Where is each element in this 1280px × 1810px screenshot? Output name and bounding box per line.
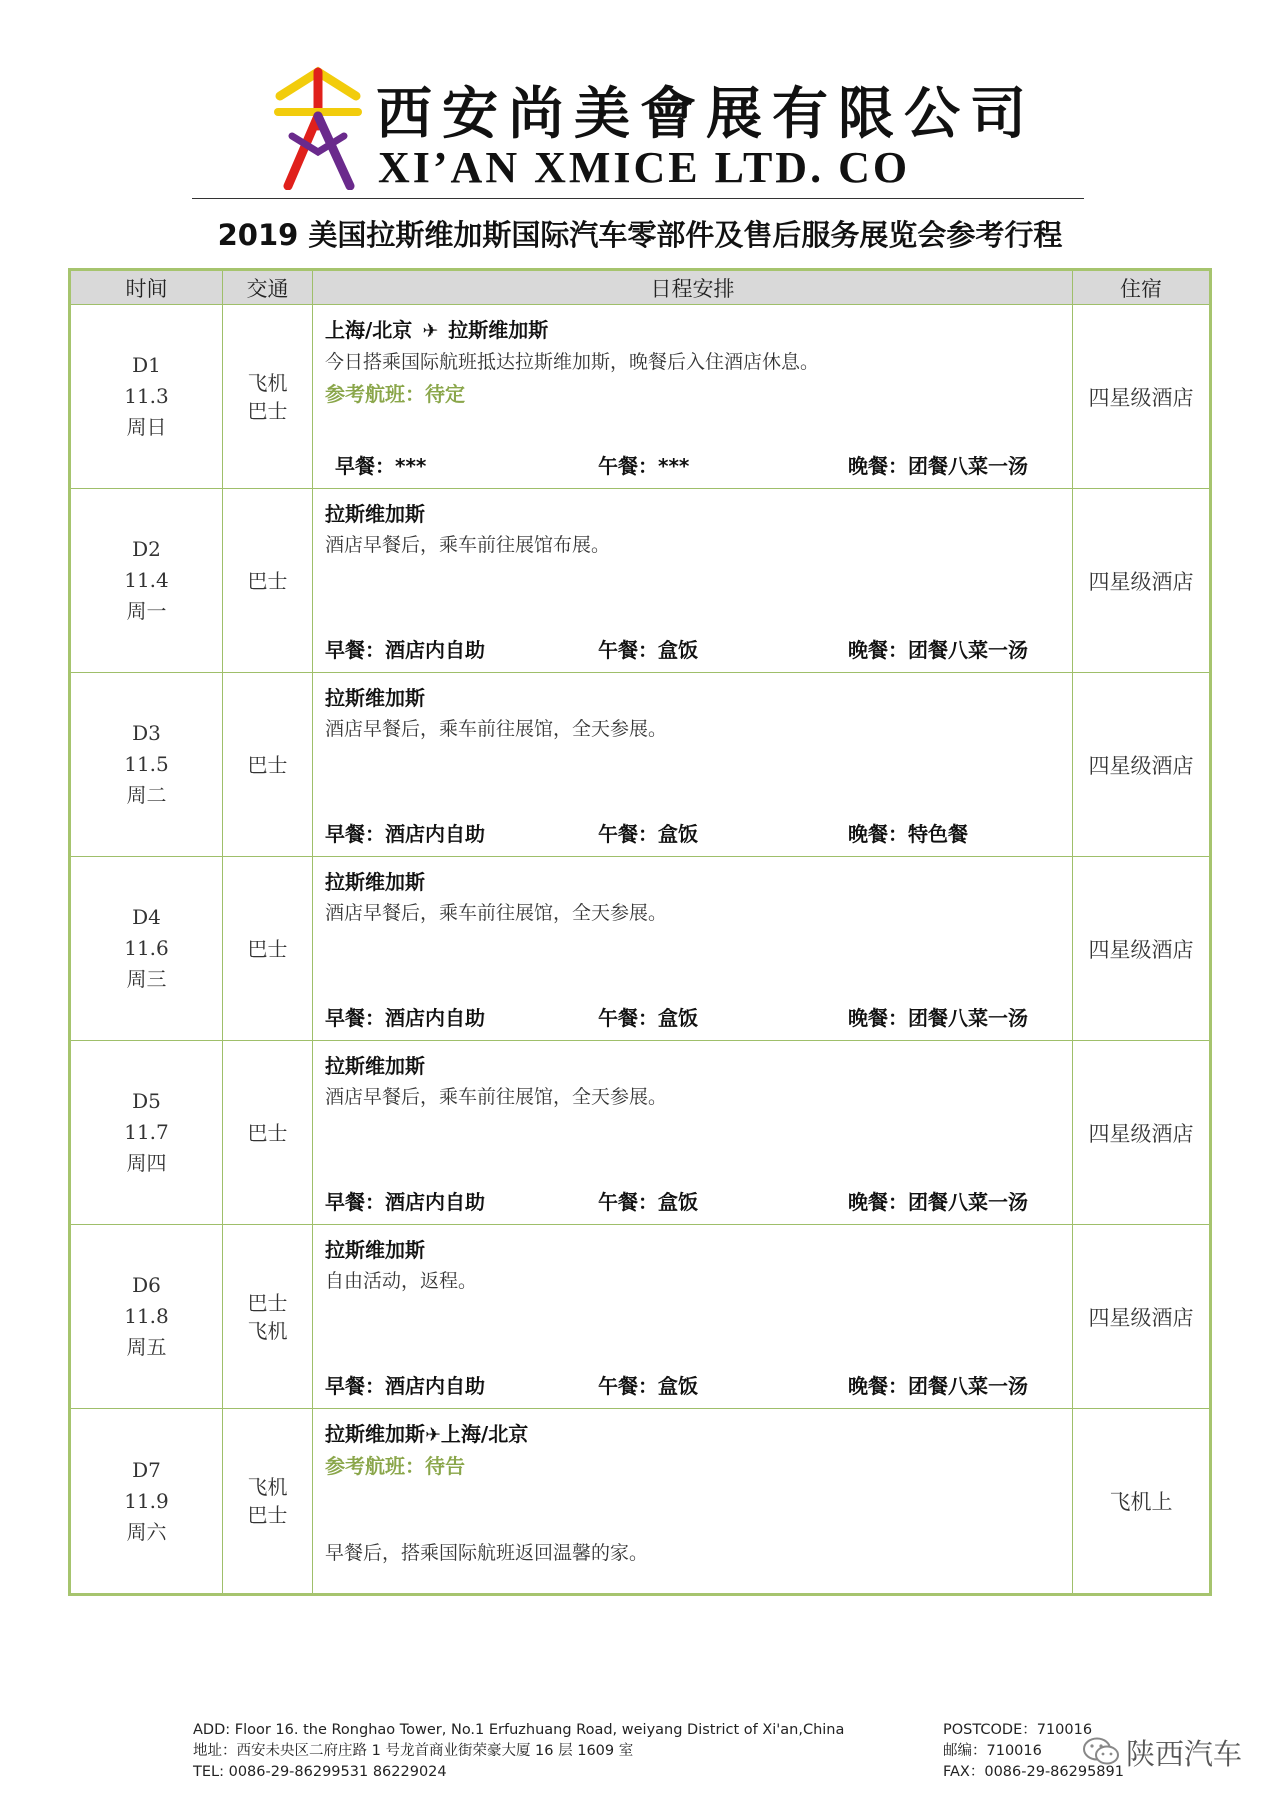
meals (325, 1002, 1065, 1032)
hotel-cell: 四星级酒店 (1088, 569, 1194, 594)
schedule-description: 今日搭乘国际航班抵达拉斯维加斯，晚餐后入住酒店休息。 (325, 351, 820, 373)
transport-cell (223, 673, 313, 856)
transport-item: 巴士 (247, 1290, 288, 1315)
watermark-text: 陕西汽车 (1126, 1736, 1243, 1771)
dinner: 晚餐：团餐八菜一汤 (848, 1190, 1028, 1214)
airplane-icon: ✈ (422, 320, 439, 342)
dinner: 晚餐：团餐八菜一汤 (848, 1006, 1028, 1030)
lunch: 午餐：*** (598, 454, 690, 478)
day-cell (71, 857, 223, 1040)
schedule-cell (313, 305, 1073, 488)
header-divider (192, 198, 1084, 199)
watermark (1082, 1730, 1242, 1774)
route: 拉斯维加斯 (325, 1238, 425, 1262)
hotel-cell: 四星级酒店 (1088, 937, 1194, 962)
transport-cell (223, 1225, 313, 1408)
day-date: 11.5 (124, 752, 169, 776)
route (325, 315, 1072, 346)
day-number: D5 (132, 1089, 161, 1113)
route-to: 拉斯维加斯 (448, 318, 549, 342)
day-number: D6 (132, 1273, 161, 1297)
meals (325, 818, 1065, 848)
schedule-description: 酒店早餐后，乘车前往展馆布展。 (325, 534, 611, 556)
hotel-cell: 四星级酒店 (1088, 385, 1194, 410)
breakfast: 早餐：酒店内自助 (325, 1374, 485, 1398)
day-weekday: 周一 (126, 599, 167, 623)
table-row (71, 1041, 1209, 1225)
day-cell (71, 489, 223, 672)
day-number: D7 (132, 1457, 161, 1482)
header-time: 时间 (71, 271, 223, 304)
breakfast: 早餐：酒店内自助 (325, 1190, 485, 1214)
meals (325, 1370, 1065, 1400)
transport-cell (223, 1041, 313, 1224)
day-date: 11.7 (124, 1120, 169, 1144)
itinerary-table (68, 268, 1212, 1596)
schedule-cell (313, 1225, 1073, 1408)
breakfast: 早餐：酒店内自助 (325, 638, 485, 662)
header-hotel: 住宿 (1120, 276, 1162, 301)
transport-cell (223, 857, 313, 1040)
transport-item: 巴士 (247, 1503, 288, 1527)
route (325, 1419, 1072, 1450)
day-weekday: 周二 (126, 783, 167, 807)
breakfast: 早餐：酒店内自助 (325, 1006, 485, 1030)
table-row (71, 1225, 1209, 1409)
company-name-cn: 西安尚美會展有限公司 (376, 81, 1036, 147)
table-row (71, 1409, 1209, 1593)
day-date: 11.8 (124, 1304, 169, 1328)
lunch: 午餐：盒饭 (598, 822, 698, 846)
schedule-description: 酒店早餐后，乘车前往展馆，全天参展。 (325, 718, 668, 740)
wechat-icon (1082, 1736, 1120, 1768)
day-weekday: 周四 (126, 1151, 167, 1175)
schedule-description: 酒店早餐后，乘车前往展馆，全天参展。 (325, 1086, 668, 1108)
route: 拉斯维加斯 (325, 870, 425, 894)
day-date: 11.6 (124, 936, 169, 960)
day-date: 11.4 (124, 568, 169, 592)
transport-item: 巴士 (247, 752, 288, 777)
hotel-cell: 四星级酒店 (1088, 1121, 1194, 1146)
day-weekday: 周三 (126, 967, 167, 991)
transport-item: 巴士 (247, 398, 288, 423)
transport-item: 飞机 (247, 1318, 288, 1343)
day-cell (71, 305, 223, 488)
footer-tel: TEL: 0086-29-86299531 86229024 (193, 1764, 447, 1780)
day-number: D3 (132, 721, 161, 745)
lunch: 午餐：盒饭 (598, 638, 698, 662)
route-from: 拉斯维加斯 (325, 1422, 425, 1446)
day-number: D2 (132, 537, 161, 561)
airplane-icon: ✈ (425, 1424, 441, 1446)
footer-address-row (193, 1720, 1093, 1741)
company-name-en: XI’AN XMICE LTD. CO (378, 143, 911, 192)
schedule-note: 早餐后，搭乘国际航班返回温馨的家。 (325, 1542, 649, 1564)
schedule-cell (313, 673, 1073, 856)
footer-address-en: ADD: Floor 16. the Ronghao Tower, No.1 Erfuzhuang Road, weiyang District of Xi'an,China (193, 1722, 845, 1738)
table-row (71, 857, 1209, 1041)
schedule-cell (313, 1409, 1073, 1593)
day-weekday: 周六 (126, 1519, 167, 1544)
reference-flight: 参考航班：待定 (325, 382, 465, 406)
document-title: 2019 美国拉斯维加斯国际汽车零部件及售后服务展览会参考行程 (217, 218, 1063, 252)
footer-fax: FAX：0086-29-86295891 (943, 1764, 1124, 1780)
day-weekday: 周五 (126, 1335, 167, 1359)
day-number: D4 (132, 905, 161, 929)
dinner: 晚餐：团餐八菜一汤 (848, 454, 1028, 478)
day-cell (71, 1041, 223, 1224)
route-to: 上海/北京 (440, 1422, 529, 1446)
table-row (71, 305, 1209, 489)
table-row (71, 489, 1209, 673)
dinner: 晚餐：团餐八菜一汤 (848, 638, 1028, 662)
hotel-cell: 飞机上 (1109, 1490, 1173, 1514)
footer-phone-row (193, 1762, 1124, 1783)
table-row (71, 673, 1209, 857)
breakfast: 早餐：酒店内自助 (325, 822, 485, 846)
footer-postcode: POSTCODE：710016 (943, 1722, 1093, 1738)
route: 拉斯维加斯 (325, 502, 425, 526)
hotel-cell: 四星级酒店 (1088, 753, 1194, 778)
dinner: 晚餐：团餐八菜一汤 (848, 1374, 1028, 1398)
footer-address-cn: 地址：西安未央区二府庄路 1 号龙首商业街荣豪大厦 16 层 1609 室 (193, 1743, 634, 1759)
hotel-cell: 四星级酒店 (1088, 1305, 1194, 1330)
day-cell (71, 1225, 223, 1408)
day-cell (71, 1409, 223, 1593)
lunch: 午餐：盒饭 (598, 1190, 698, 1214)
route: 拉斯维加斯 (325, 686, 425, 710)
lunch: 午餐：盒饭 (598, 1006, 698, 1030)
company-logo (270, 66, 1036, 196)
lunch: 午餐：盒饭 (598, 1374, 698, 1398)
schedule-description: 酒店早餐后，乘车前往展馆，全天参展。 (325, 902, 668, 924)
table-header-row (71, 271, 1209, 305)
schedule-cell (313, 857, 1073, 1040)
reference-flight: 参考航班：待告 (325, 1454, 465, 1478)
breakfast: 早餐：*** (335, 454, 427, 478)
day-date: 11.9 (124, 1488, 169, 1513)
transport-cell (223, 489, 313, 672)
transport-item: 飞机 (247, 370, 288, 395)
meals (325, 1186, 1065, 1216)
transport-item: 巴士 (247, 1120, 288, 1145)
header-schedule: 日程安排 (313, 271, 1073, 304)
schedule-cell (313, 489, 1073, 672)
footer-postcode-cn: 邮编：710016 (943, 1743, 1042, 1759)
meals (325, 634, 1065, 664)
footer-contact (193, 1720, 1124, 1783)
company-logo-mark (270, 66, 366, 190)
transport-item: 飞机 (247, 1475, 288, 1499)
dinner: 晚餐：特色餐 (848, 822, 968, 846)
transport-item: 巴士 (247, 936, 288, 961)
header-transport: 交通 (223, 271, 313, 304)
route-from: 上海/北京 (325, 318, 413, 342)
transport-item: 巴士 (247, 568, 288, 593)
day-number: D1 (132, 353, 161, 377)
schedule-cell (313, 1041, 1073, 1224)
schedule-description: 自由活动，返程。 (325, 1270, 478, 1292)
day-date: 11.3 (124, 384, 169, 408)
meals (325, 450, 1065, 480)
day-cell (71, 673, 223, 856)
transport-cell (223, 1409, 313, 1593)
footer-address-cn-row (193, 1741, 1093, 1762)
day-weekday: 周日 (126, 415, 167, 439)
transport-cell (223, 305, 313, 488)
route: 拉斯维加斯 (325, 1054, 425, 1078)
